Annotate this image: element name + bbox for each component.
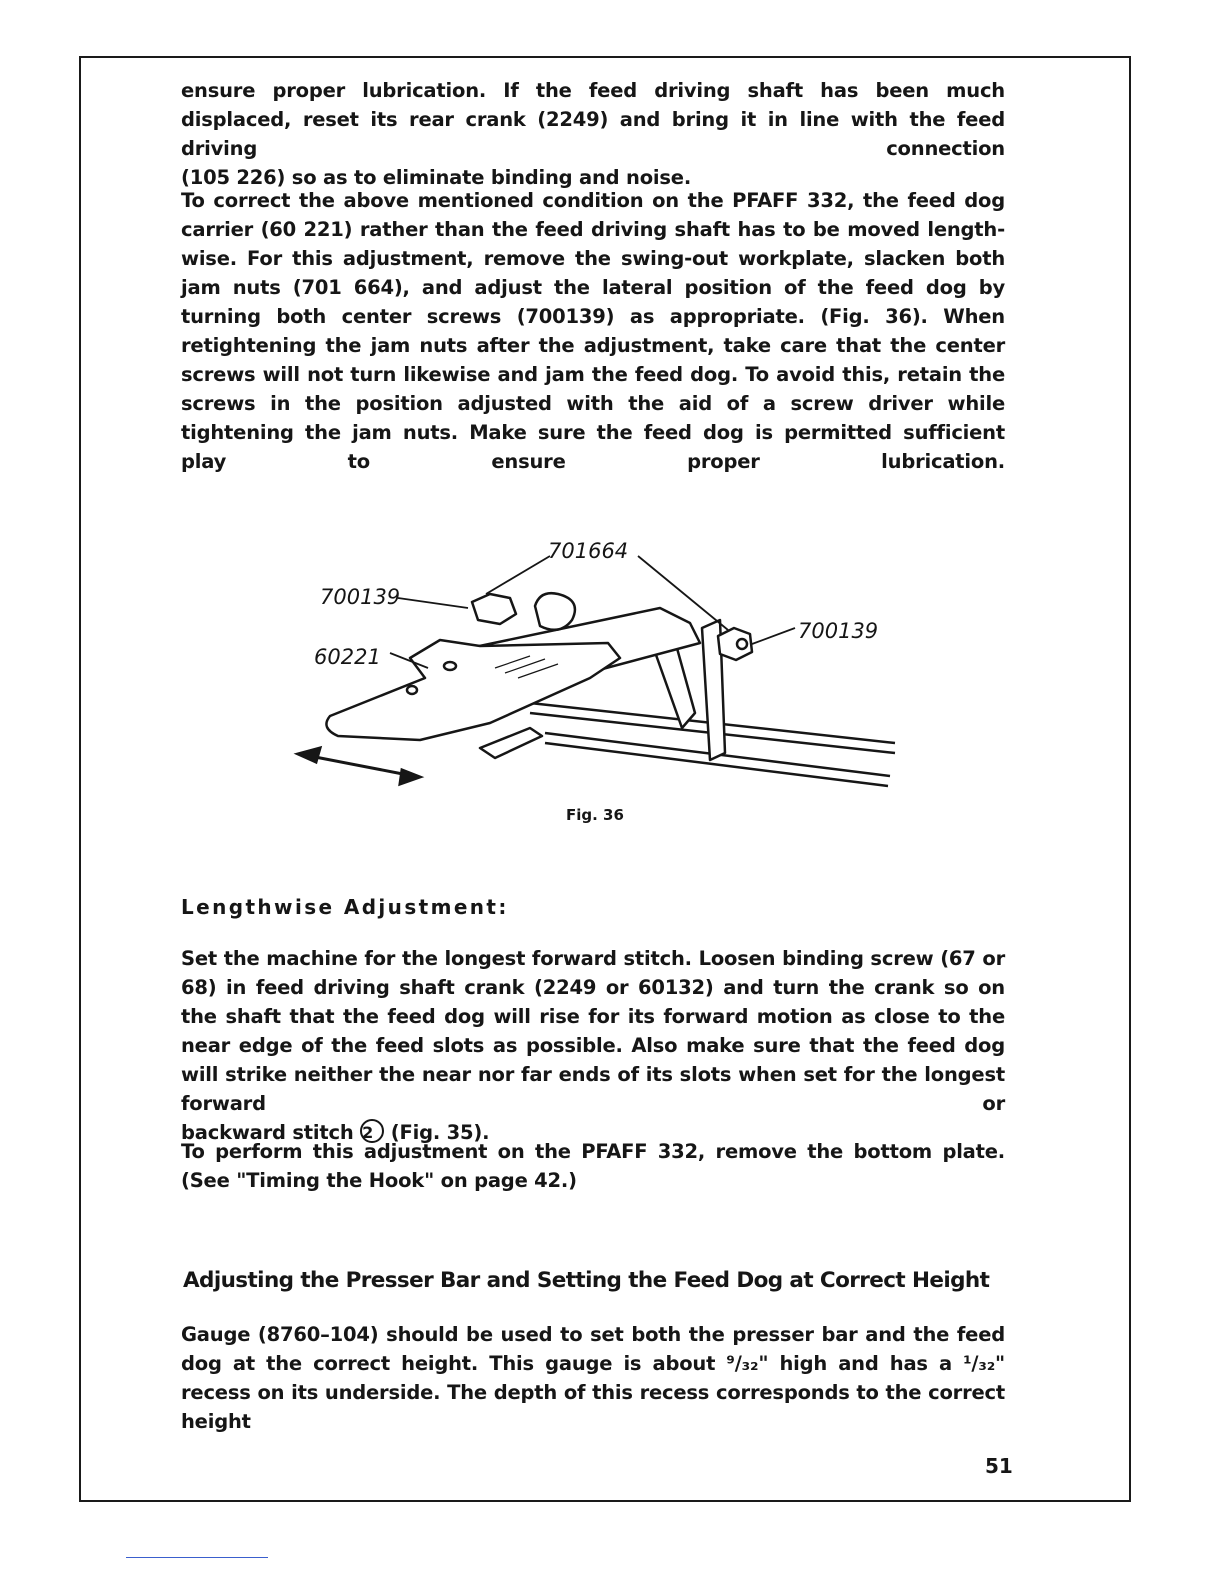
label-700139-right: 700139 (798, 619, 879, 643)
circled-number: 2 (360, 1119, 384, 1143)
paragraph-lubrication: ensure proper lubrication. If the feed driving shaft has been much displaced, reset its rear crank (2249) and bring it in line with the feed driving connection (105 226) so as to eliminate binding and noise. (181, 79, 1005, 189)
paragraph-gauge: Gauge (8760–104) should be used to set both the presser bar and the feed dog at the correct height. This gauge is about ⁹/₃₂" high and has a ¹/₃₂" recess on its underside. The depth of this recess corresponds to the correct height (181, 1323, 1006, 1433)
page-number: 51 (985, 1454, 1013, 1478)
figure-caption: Fig. 36 (566, 806, 624, 824)
paragraph-lengthwise-adjustment: Set the machine for the longest forward stitch. Loosen binding screw (67 or 68) in feed driving shaft crank (2249 or 60132) and turn the crank so on the shaft that the feed dog will rise for its forward motion as close to the near edge of the feed slots as possible. Also make sure that the feed dog will strike neither the near nor far ends of its slots when set for the longest forward or backward stitch 2 (Fig. 35). (181, 947, 1005, 1144)
subheading-lengthwise-adjustment: Lengthwise Adjustment: (181, 895, 509, 919)
feed-dog-carrier-figure (290, 528, 910, 798)
label-701664: 701664 (548, 539, 629, 563)
section-heading: Adjusting the Presser Bar and Setting the Feed Dog at Correct Height (183, 1268, 990, 1293)
paragraph-bottom-plate: To perform this adjustment on the PFAFF 332, remove the bottom plate. (See "Timing the Hook" on page 42.) (181, 1140, 1005, 1192)
label-700139-left: 700139 (320, 585, 401, 609)
paragraph-pfaff-332-correction: To correct the above mentioned condition on the PFAFF 332, the feed dog carrier (60 221) rather than the feed driving shaft has to be moved length- wise. For this adjustment, remove the swing-out workplate, slacken both jam nuts (701 664), and adjust the lateral position of the feed dog by turning both center screws (700139) as appropriate. (Fig. 36). When retightening the jam nuts after the adjustment, take care that the center screws will not turn likewise and jam the feed dog. To avoid this, retain the screws in the position adjusted with the aid of a screw driver while tightening the jam nuts. Make sure the feed dog is permitted sufficient play to ensure proper lubrication. (181, 189, 1006, 473)
label-60221: 60221 (314, 645, 381, 669)
divider-line (126, 1557, 268, 1558)
